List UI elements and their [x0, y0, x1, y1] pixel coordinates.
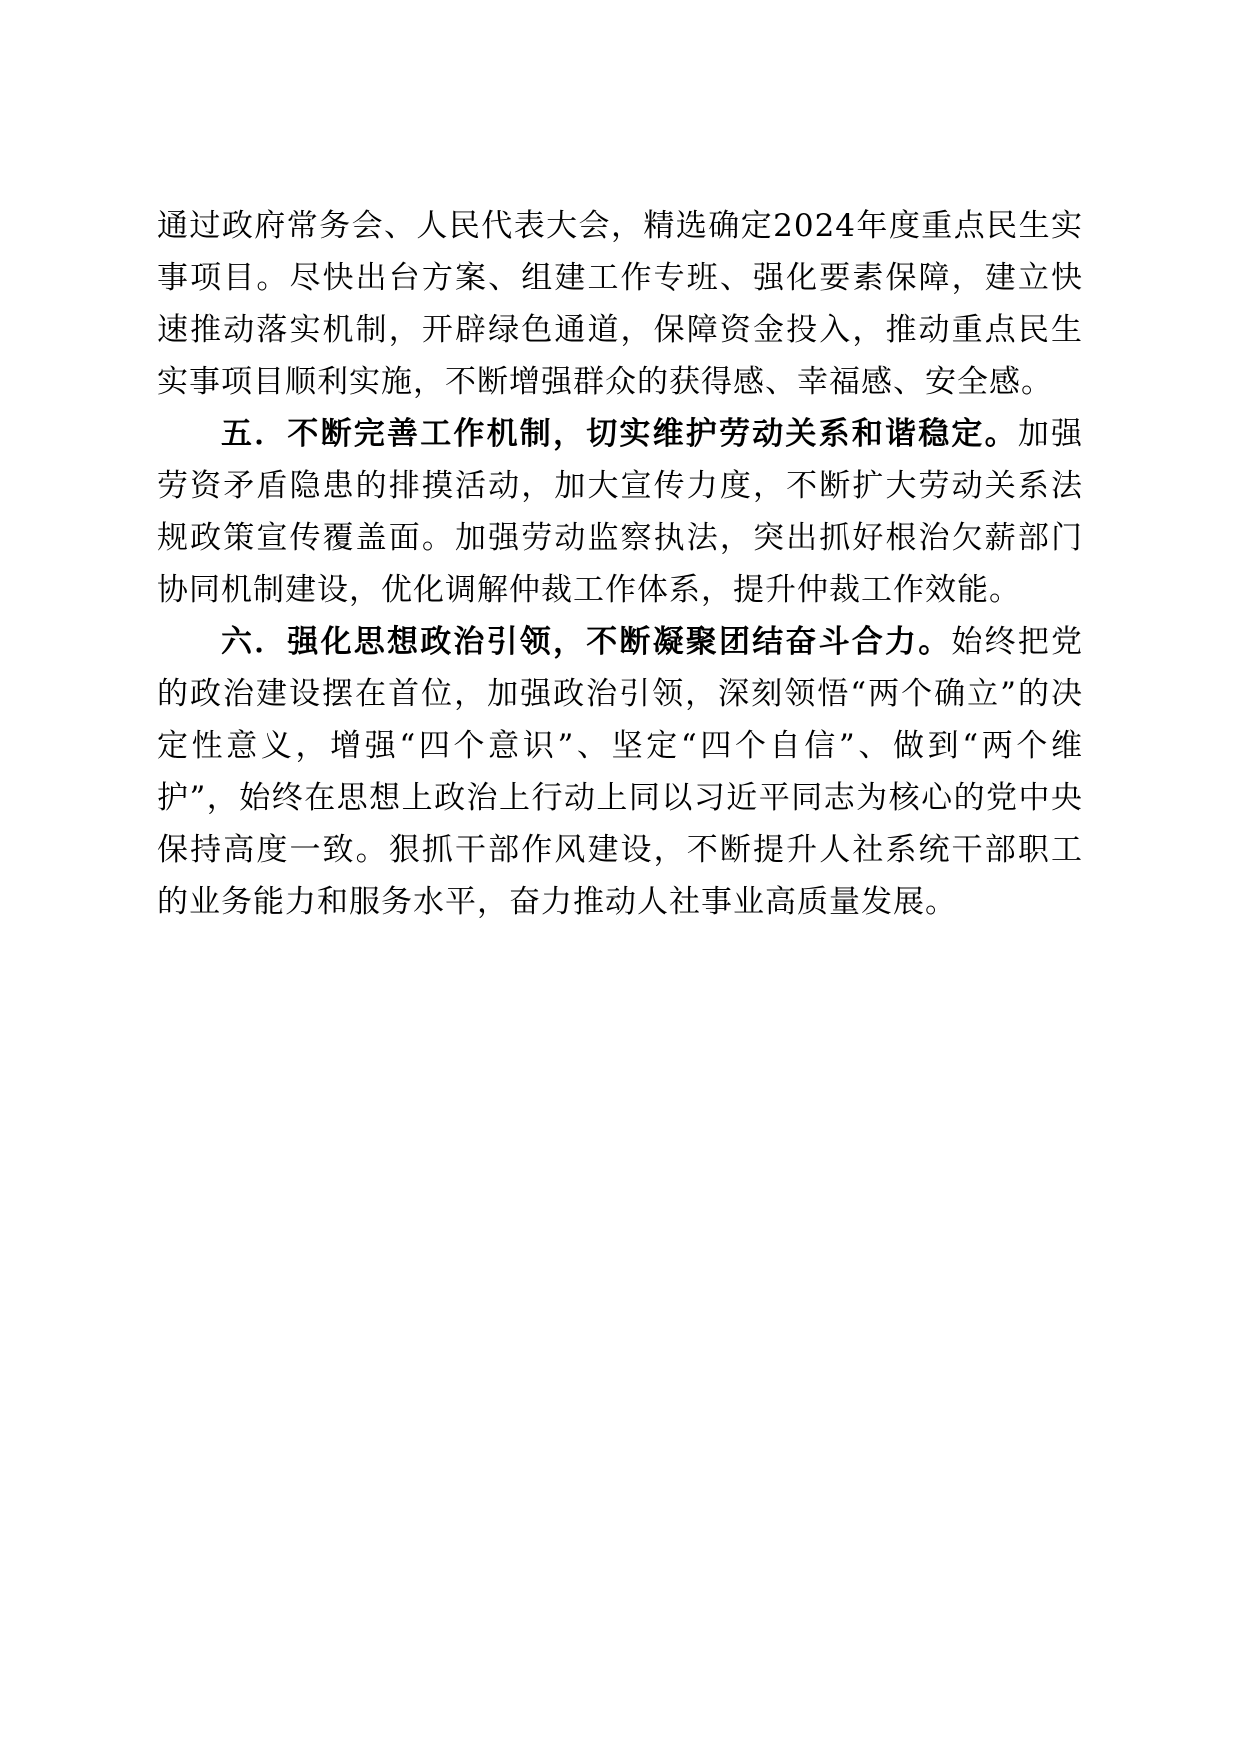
paragraph-text: 始终把党的政治建设摆在首位，加强政治引领，深刻领悟“两个确立”的决定性意义，增强“四个意识”、坚定“四个自信”、做到“两个维护”，始终在思想上政治上行动上同以习近平同志为核心的党中央保持高度一致。狠抓干部作风建设，不断提升人社系统干部职工的业务能力和服务水平，奋力推动人社事业高质量发展。 [157, 624, 1084, 920]
paragraph-section-six [157, 616, 1083, 928]
paragraph-text: 加强劳资矛盾隐患的排摸活动，加大宣传力度，不断扩大劳动关系法规政策宣传覆盖面。加强劳动监察执法，突出抓好根治欠薪部门协同机制建设，优化调解仲裁工作体系，提升仲裁工作效能。 [157, 416, 1084, 608]
paragraph-section-five [157, 408, 1083, 616]
paragraph-continuation [157, 200, 1083, 408]
section-heading: 六．强化思想政治引领，不断凝聚团结奋斗合力。 [221, 624, 952, 660]
document-body [157, 200, 1083, 928]
paragraph-text: 通过政府常务会、人民代表大会，精选确定2024年度重点民生实事项目。尽快出台方案、组建工作专班、强化要素保障，建立快速推动落实机制，开辟绿色通道，保障资金投入，推动重点民生实事项目顺利实施，不断增强群众的获得感、幸福感、安全感。 [157, 208, 1083, 400]
section-heading: 五．不断完善工作机制，切实维护劳动关系和谐稳定。 [221, 416, 1018, 452]
